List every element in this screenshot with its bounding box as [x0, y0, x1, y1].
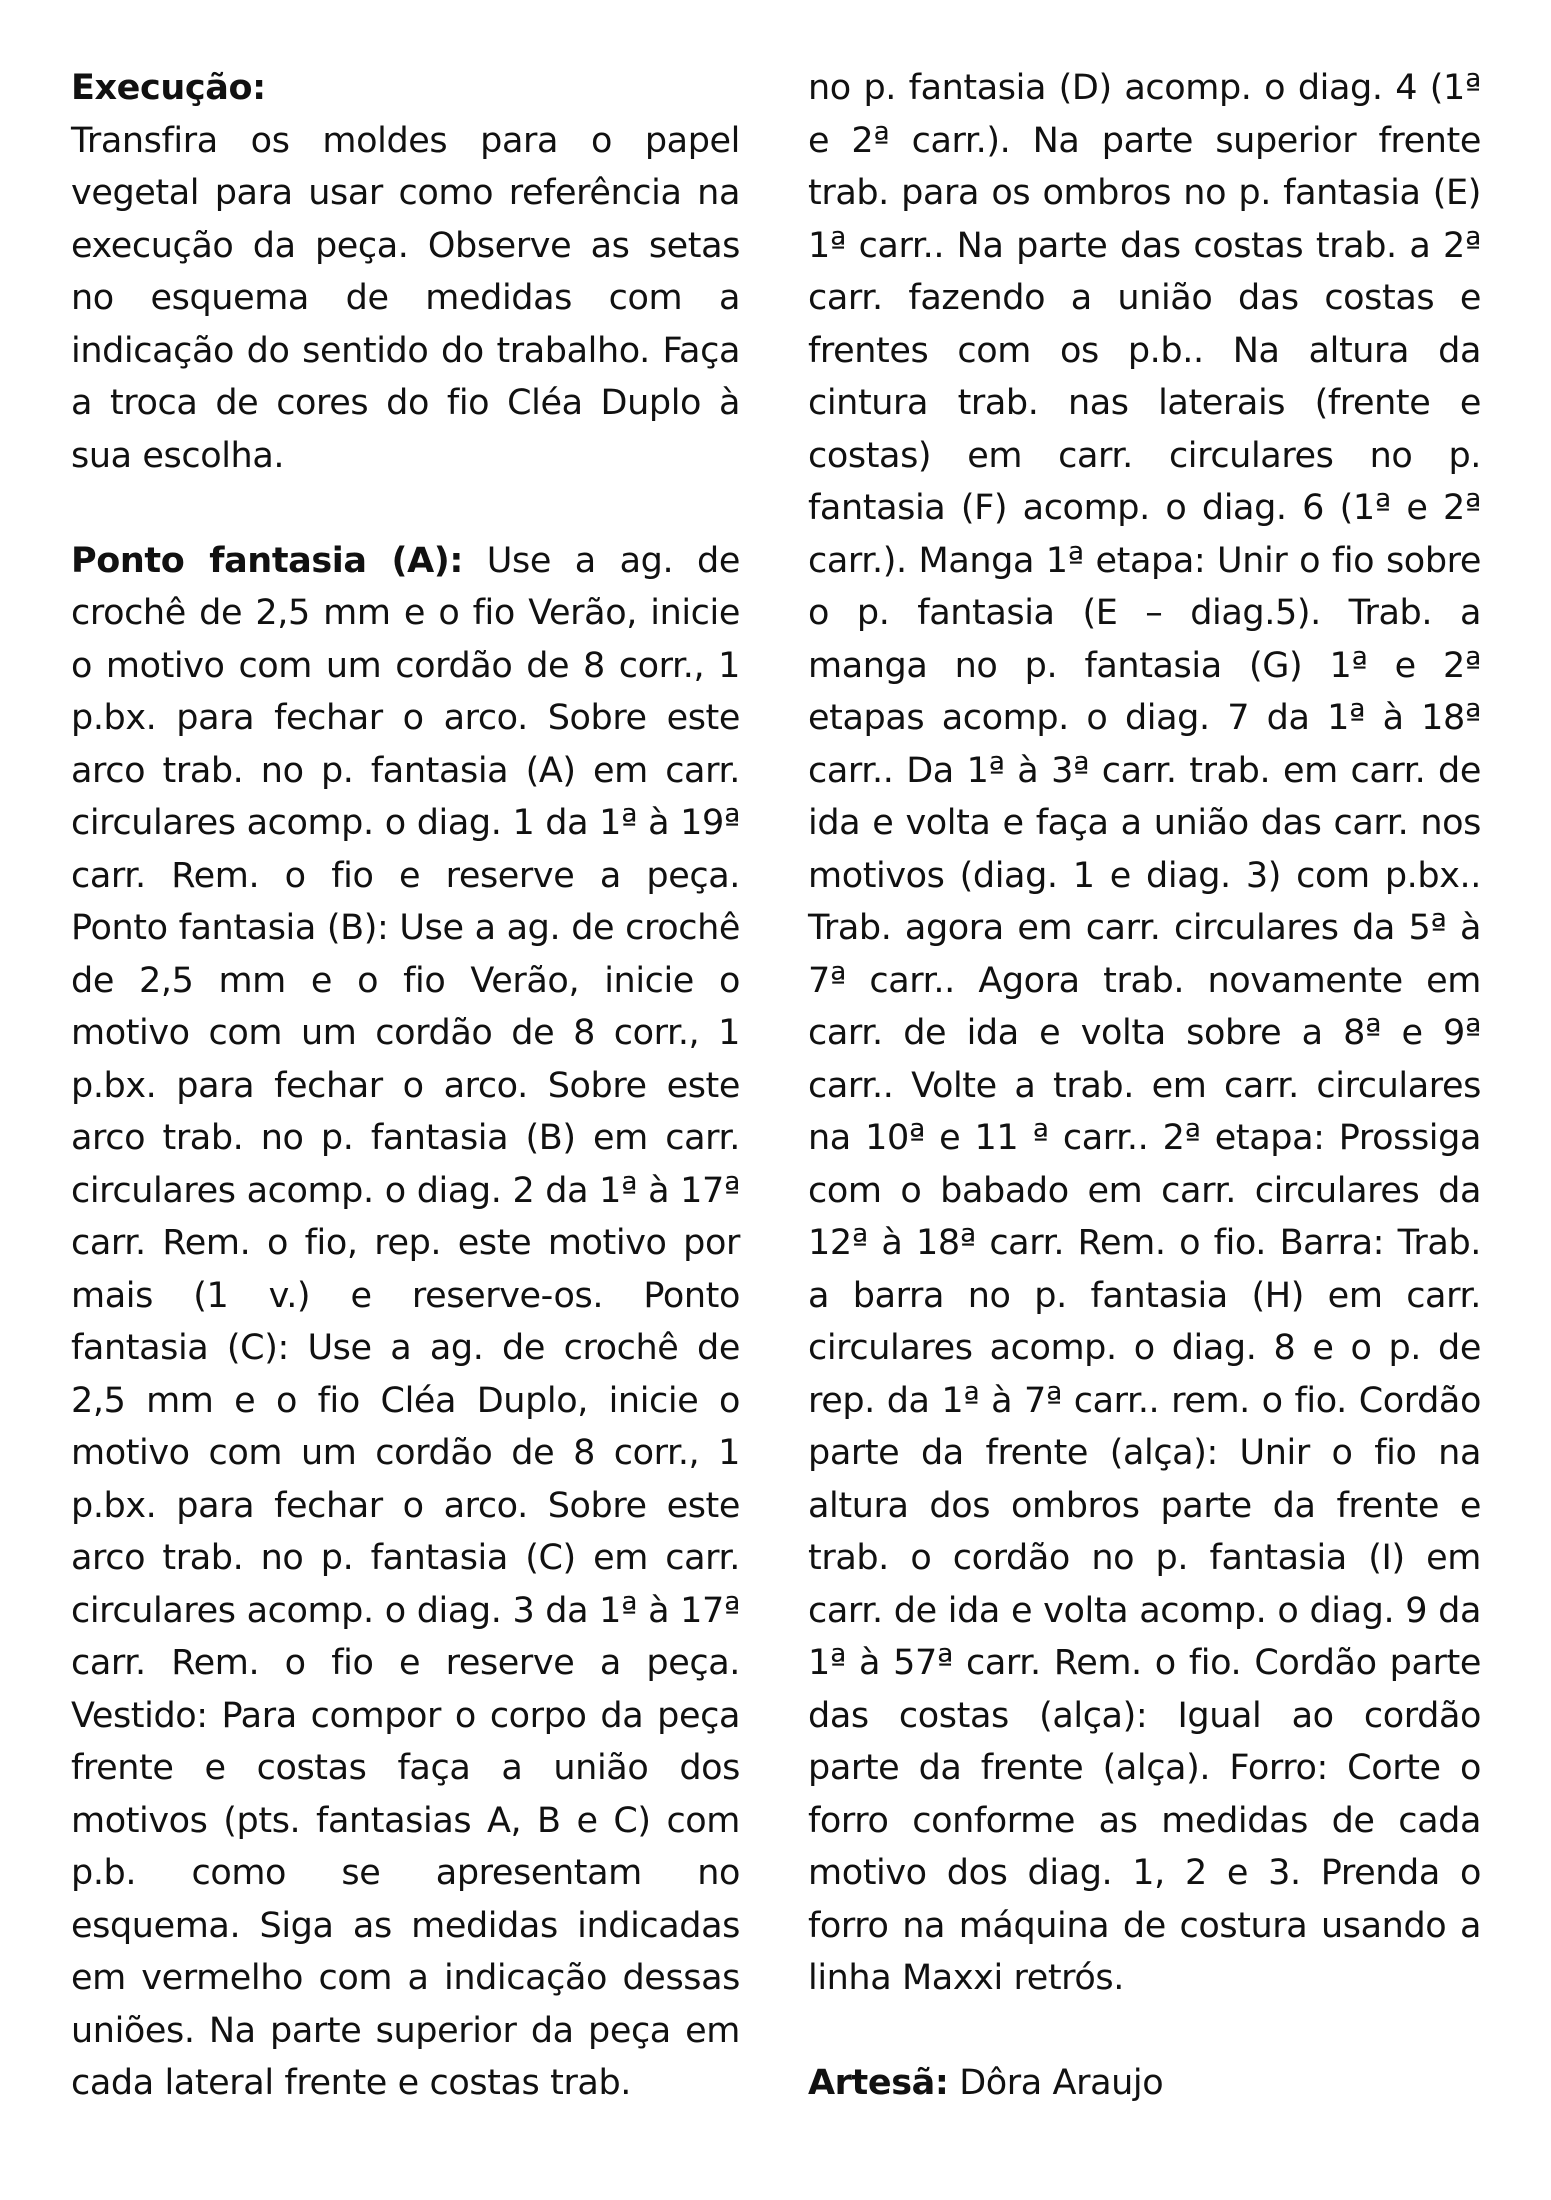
right-column	[808, 62, 1481, 2110]
left-column	[71, 62, 740, 2110]
ponto-fantasia-section	[71, 535, 740, 2110]
execucao-section	[71, 62, 740, 482]
artesa-credit	[808, 2057, 1481, 2110]
execucao-text: Transfira os moldes para o papel vegetal para usar como referência na execução da peça. Observe as setas no esquema de medidas com a indicação do sentido do trabalho. Faça a troca de cores do fio Cléa Duplo à sua escolha.	[71, 120, 740, 476]
artesa-label: Artesã:	[808, 2063, 949, 2103]
continuation-section	[808, 62, 1481, 2005]
ponto-fantasia-heading: Ponto fantasia (A):	[71, 540, 463, 581]
ponto-fantasia-text: Use a ag. de crochê de 2,5 mm e o fio Verão, inicie o motivo com um cordão de 8 corr., 1 p.bx. para fechar o arco. Sobre este arco trab. no p. fantasia (A) em carr. circulares acomp. o diag. 1 da 1ª à 19ª carr. Rem. o fio e reserve a peça. Ponto fantasia (B): Use a ag. de crochê de 2,5 mm e o fio Verão, inicie o motivo com um cordão de 8 corr., 1 p.bx. para fechar o arco. Sobre este arco trab. no p. fantasia (B) em carr. circulares acomp. o diag. 2 da 1ª à 17ª carr. Rem. o fio, rep. este motivo por mais (1 v.) e reserve-os. Ponto fantasia (C): Use a ag. de crochê de 2,5 mm e o fio Cléa Duplo, inicie o motivo com um cordão de 8 corr., 1 p.bx. para fechar o arco. Sobre este arco trab. no p. fantasia (C) em carr. circulares acomp. o diag. 3 da 1ª à 17ª carr. Rem. o fio e reserve a peça. Vestido: Para compor o corpo da peça frente e costas faça a união dos motivos (pts. fantasias A, B e C) com p.b. como se apresentam no esquema. Siga as medidas indicadas em vermelho com a indicação dessas uniões. Na parte superior da peça em cada lateral frente e costas trab.	[71, 540, 740, 2103]
execucao-heading: Execução:	[71, 68, 266, 108]
continuation-text: no p. fantasia (D) acomp. o diag. 4 (1ª e 2ª carr.). Na parte superior frente trab. para os ombros no p. fantasia (E) 1ª carr.. Na parte das costas trab. a 2ª carr. fazendo a união das costas e frentes com os p.b.. Na altura da cintura trab. nas laterais (frente e costas) em carr. circulares no p. fantasia (F) acomp. o diag. 6 (1ª e 2ª carr.). Manga 1ª etapa: Unir o fio sobre o p. fantasia (E – diag.5). Trab. a manga no p. fantasia (G) 1ª e 2ª etapas acomp. o diag. 7 da 1ª à 18ª carr.. Da 1ª à 3ª carr. trab. em carr. de ida e volta e faça a união das carr. nos motivos (diag. 1 e diag. 3) com p.bx.. Trab. agora em carr. circulares da 5ª à 7ª carr.. Agora trab. novamente em carr. de ida e volta sobre a 8ª e 9ª carr.. Volte a trab. em carr. circulares na 10ª e 11 ª carr.. 2ª etapa: Prossiga com o babado em carr. circulares da 12ª à 18ª carr. Rem. o fio. Barra: Trab. a barra no p. fantasia (H) em carr. circulares acomp. o diag. 8 e o p. de rep. da 1ª à 7ª carr.. rem. o fio. Cordão parte da frente (alça): Unir o fio na altura dos ombros parte da frente e trab. o cordão no p. fantasia (I) em carr. de ida e volta acomp. o diag. 9 da 1ª à 57ª carr. Rem. o fio. Cordão parte das costas (alça): Igual ao cordão parte da frente (alça). Forro: Corte o forro conforme as medidas de cada motivo dos diag. 1, 2 e 3. Prenda o forro na máquina de costura usando a linha Maxxi retrós.	[808, 68, 1481, 1998]
artesa-name: Dôra Araujo	[959, 2063, 1164, 2103]
